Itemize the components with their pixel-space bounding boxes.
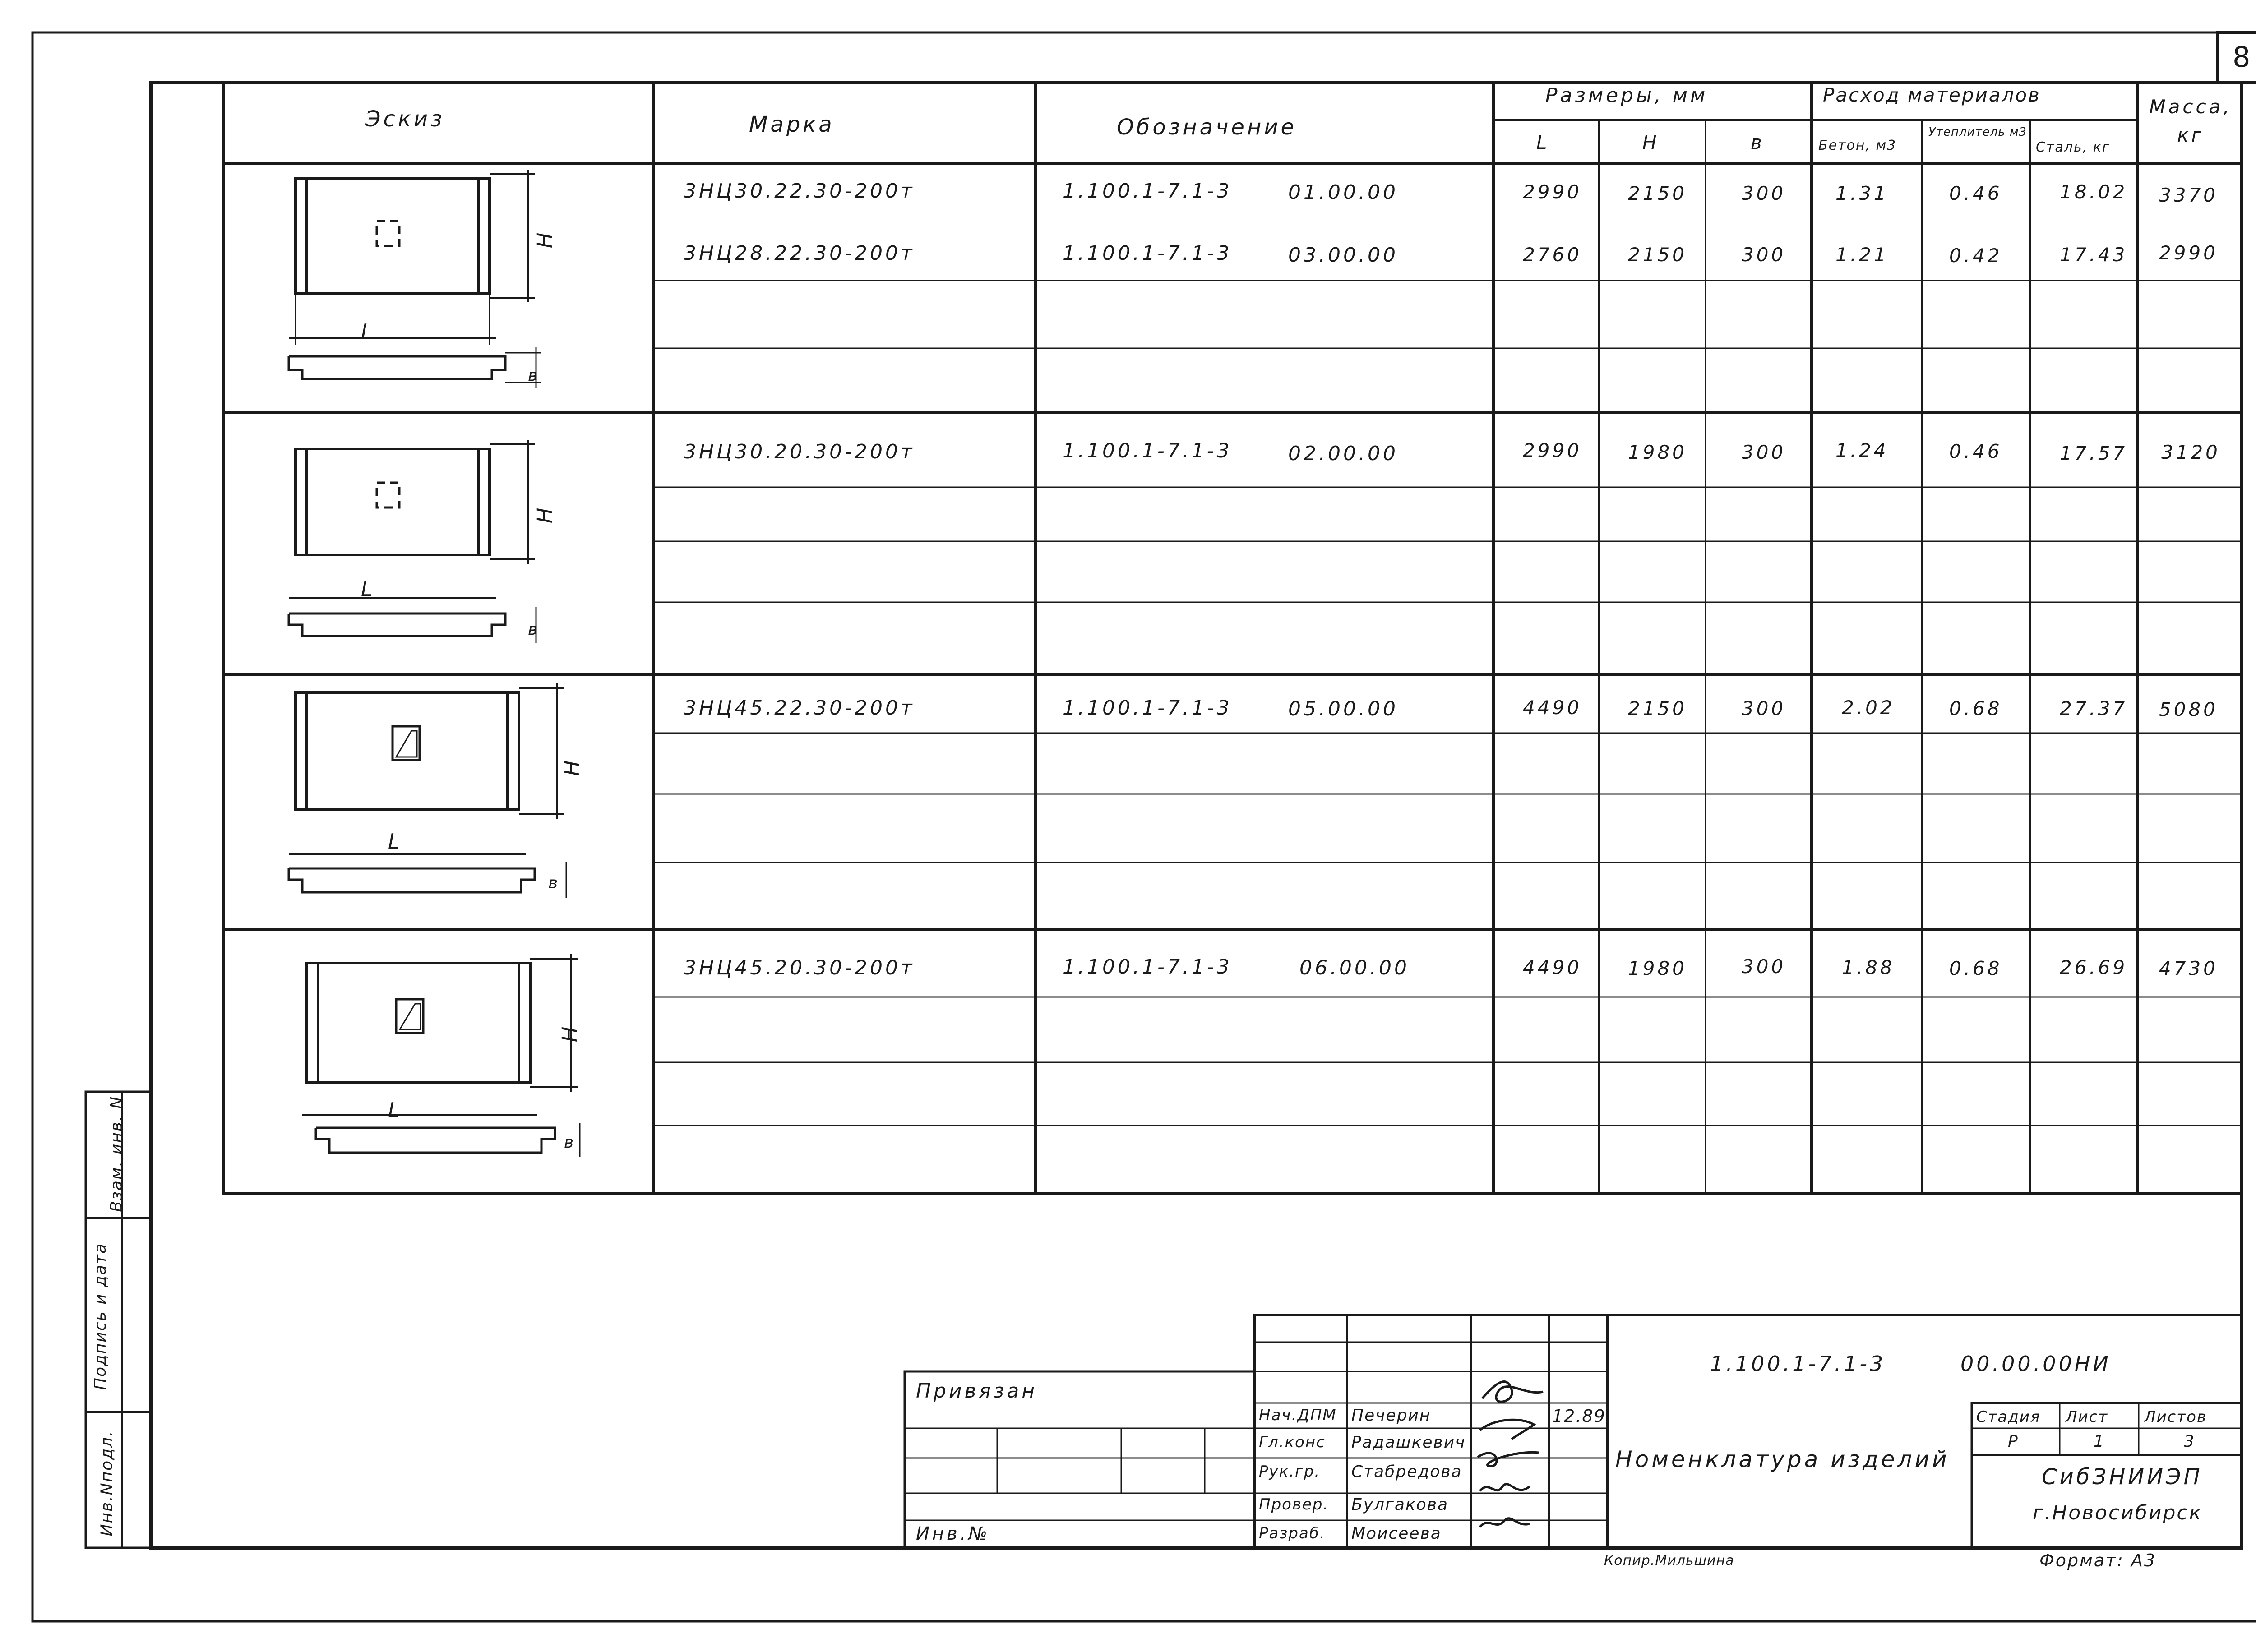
name-2: Радашкевич — [1351, 1433, 1466, 1452]
panel-sketch-1 — [253, 167, 600, 411]
row-4-concrete: 2.02 — [1842, 697, 1895, 719]
row-4-h: 2150 — [1628, 697, 1687, 720]
document-code: 1.100.1-7.1-3 — [1710, 1352, 1886, 1376]
format: Формат: А3 — [2039, 1550, 2157, 1570]
city: г.Новосибирск — [2033, 1501, 2203, 1524]
row-3-concrete: 1.24 — [1835, 439, 1889, 461]
stamp-vzam-inv: Взам. инв. N — [107, 1096, 126, 1212]
row-3-insulation: 0.46 — [1949, 440, 2002, 462]
header-materials: Расход материалов — [1823, 84, 2041, 106]
sketch-3-l-label: L — [388, 829, 400, 854]
row-2-sub: 03.00.00 — [1288, 244, 1398, 267]
row-3-mass: 3120 — [2161, 441, 2220, 463]
row-1-code: 1.100.1-7.1-3 — [1063, 180, 1232, 203]
row-4-l: 4490 — [1523, 697, 1582, 719]
row-2-mass: 2990 — [2159, 242, 2218, 264]
row-1-steel: 18.02 — [2060, 181, 2128, 203]
stamp-inv-orig: Инв.Nподл. — [97, 1430, 116, 1537]
panel-sketch-4 — [280, 947, 605, 1164]
sketch-4-l-label: L — [388, 1098, 400, 1122]
role-1: Нач.ДПМ — [1259, 1406, 1337, 1424]
row-3-b: 300 — [1742, 441, 1786, 463]
row-1-insulation: 0.46 — [1949, 182, 2002, 204]
copied-by: Копир.Мильшина — [1604, 1553, 1734, 1569]
sketch-4-b-label: в — [564, 1133, 574, 1152]
row-3-mark: 3НЦ30.20.30-200т — [684, 440, 915, 463]
date: 12.89 — [1552, 1406, 1606, 1426]
row-4-sub: 05.00.00 — [1288, 697, 1398, 720]
stamp-sign-date: Подпись и дата — [91, 1242, 110, 1390]
organization: СибЗНИИЭП — [2042, 1464, 2203, 1490]
header-designation: Обозначение — [1117, 115, 1297, 140]
header-dimensions: Размеры, мм — [1545, 84, 1708, 107]
name-3: Стабредова — [1351, 1463, 1462, 1481]
sketch-2-h-label: H — [532, 508, 557, 524]
row-2-b: 300 — [1742, 244, 1786, 266]
row-5-l: 4490 — [1523, 956, 1582, 978]
bound-label: Привязан — [916, 1380, 1038, 1403]
row-3-h: 1980 — [1628, 441, 1687, 463]
name-5: Моисеева — [1351, 1524, 1442, 1543]
row-3-code: 1.100.1-7.1-3 — [1063, 439, 1232, 462]
header-insulation: Утеплитель м3 — [1928, 125, 2027, 139]
document-title: Номенклатура изделий — [1615, 1446, 1950, 1472]
header-dim-b: в — [1751, 131, 1765, 153]
row-5-mark: 3НЦ45.20.30-200т — [684, 956, 915, 979]
row-1-mass: 3370 — [2159, 184, 2218, 206]
panel-sketch-2 — [253, 433, 600, 650]
row-2-code: 1.100.1-7.1-3 — [1063, 242, 1232, 265]
panel-sketch-3 — [253, 681, 600, 902]
sketch-3-b-label: в — [548, 874, 558, 892]
sketch-1-b-label: в — [528, 366, 538, 385]
row-4-insulation: 0.68 — [1949, 697, 2002, 720]
stage-value: Р — [2008, 1432, 2020, 1451]
row-3-steel: 17.57 — [2060, 442, 2128, 464]
row-1-mark: 3НЦ30.22.30-200т — [684, 180, 915, 203]
header-steel: Сталь, кг — [2036, 139, 2110, 155]
row-2-concrete: 1.21 — [1835, 244, 1889, 266]
row-2-h: 2150 — [1628, 244, 1687, 266]
sketch-2-l-label: L — [361, 577, 373, 601]
sketch-2-b-label: в — [528, 620, 538, 639]
sketch-1-l-label: L — [361, 319, 373, 344]
header-concrete: Бетон, м3 — [1818, 138, 1897, 153]
sketch-4-h-label: H — [557, 1026, 582, 1043]
row-1-concrete: 1.31 — [1835, 182, 1889, 204]
row-5-h: 1980 — [1628, 957, 1687, 979]
row-4-mark: 3НЦ45.22.30-200т — [684, 697, 915, 720]
role-3: Рук.гр. — [1259, 1463, 1321, 1481]
row-4-code: 1.100.1-7.1-3 — [1063, 697, 1232, 720]
header-mark: Марка — [749, 112, 835, 137]
row-2-mark: 3НЦ28.22.30-200т — [684, 242, 915, 265]
row-5-concrete: 1.88 — [1842, 956, 1895, 978]
sheet-label: Лист — [2066, 1408, 2108, 1426]
sheets-label: Листов — [2144, 1408, 2207, 1426]
header-sketch: Эскиз — [365, 106, 445, 132]
stage-label: Стадия — [1976, 1408, 2041, 1426]
role-2: Гл.конс — [1259, 1433, 1326, 1451]
row-4-steel: 27.37 — [2060, 697, 2128, 720]
document-suffix: 00.00.00НИ — [1960, 1352, 2111, 1376]
inv-no-label: Инв.№ — [916, 1523, 990, 1544]
row-5-code: 1.100.1-7.1-3 — [1063, 955, 1232, 978]
row-2-l: 2760 — [1523, 244, 1582, 266]
row-4-b: 300 — [1742, 697, 1786, 720]
sheets-value: 3 — [2184, 1432, 2197, 1451]
sheet-value: 1 — [2094, 1432, 2107, 1451]
sketch-3-h-label: H — [559, 760, 584, 776]
row-2-insulation: 0.42 — [1949, 245, 2002, 267]
row-2-steel: 17.43 — [2060, 244, 2128, 266]
header-dim-l: L — [1536, 131, 1550, 153]
name-4: Булгакова — [1351, 1495, 1449, 1514]
row-5-mass: 4730 — [2159, 957, 2218, 979]
sketch-1-h-label: H — [532, 232, 557, 249]
row-1-l: 2990 — [1523, 181, 1582, 203]
role-4: Провер. — [1259, 1495, 1329, 1514]
row-3-sub: 02.00.00 — [1288, 442, 1398, 465]
row-1-sub: 01.00.00 — [1288, 181, 1398, 204]
role-5: Разраб. — [1259, 1524, 1326, 1542]
row-1-b: 300 — [1742, 182, 1786, 204]
header-mass: Масса, кг — [2149, 96, 2232, 146]
sheet-number: 8 — [2233, 41, 2253, 74]
signatures — [1471, 1371, 1550, 1543]
row-3-l: 2990 — [1523, 439, 1582, 461]
row-5-steel: 26.69 — [2060, 956, 2128, 978]
row-5-sub: 06.00.00 — [1299, 956, 1410, 979]
header-dim-h: H — [1642, 131, 1660, 153]
row-4-mass: 5080 — [2159, 698, 2218, 720]
row-5-b: 300 — [1742, 955, 1786, 978]
row-1-h: 2150 — [1628, 182, 1687, 204]
row-5-insulation: 0.68 — [1949, 957, 2002, 979]
name-1: Печерин — [1351, 1406, 1431, 1425]
